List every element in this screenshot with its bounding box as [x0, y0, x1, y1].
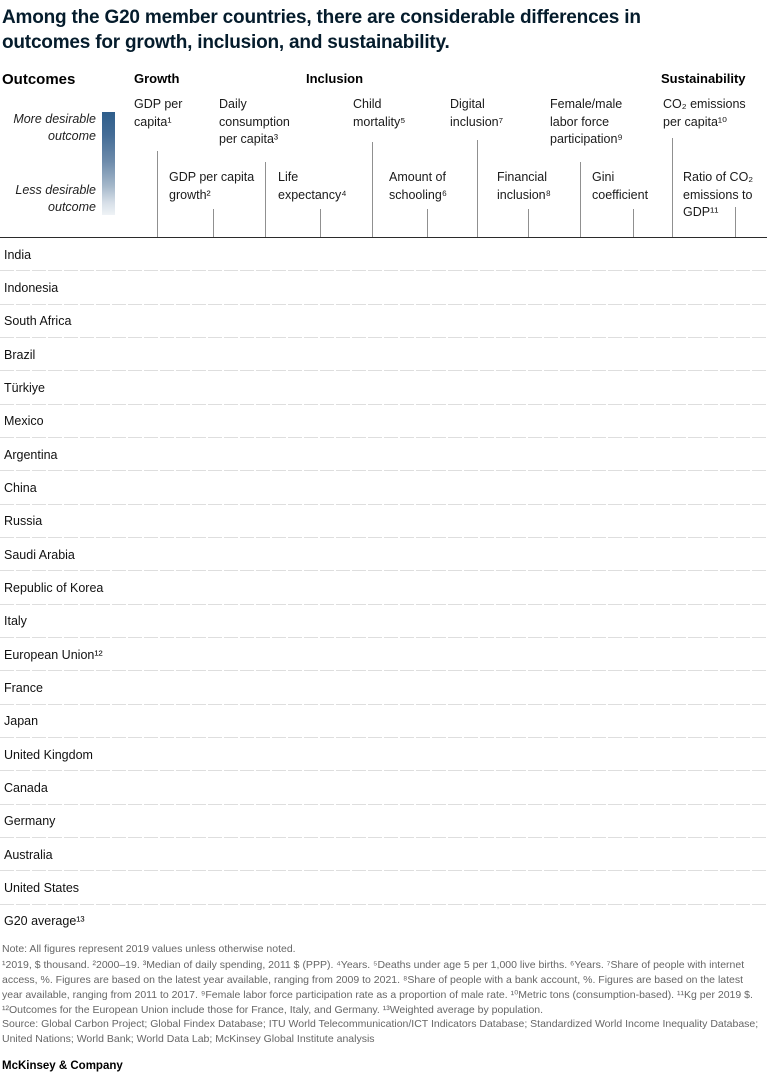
group-header-sustainability: Sustainability — [661, 71, 746, 86]
column-header: Financial inclusion⁸ — [497, 170, 551, 202]
country-label: Argentina — [4, 447, 58, 462]
column-leader-tick — [477, 140, 478, 237]
group-header-growth: Growth — [134, 71, 180, 86]
country-label: India — [4, 247, 32, 262]
column-leader-tick — [157, 151, 158, 237]
country-label: Russia — [4, 514, 43, 529]
column-leader-tick — [320, 209, 321, 237]
country-label: Canada — [4, 780, 48, 795]
table-row — [0, 771, 767, 804]
table-row — [0, 405, 767, 438]
country-label: France — [4, 680, 43, 695]
column-header: Female/male labor force participation⁹ — [550, 97, 623, 146]
column-header: CO₂ emissions per capita¹⁰ — [663, 97, 746, 129]
country-label: European Union¹² — [4, 647, 103, 662]
table-row — [0, 371, 767, 404]
country-label: Mexico — [4, 414, 44, 429]
country-label: Türkiye — [4, 380, 45, 395]
country-label: Saudi Arabia — [4, 547, 75, 562]
legend-more-desirable-label: More desirable outcome — [13, 112, 96, 143]
group-header-inclusion: Inclusion — [306, 71, 364, 86]
country-label: Indonesia — [4, 280, 59, 295]
column-leader-tick — [265, 162, 266, 237]
table-row — [0, 505, 767, 538]
column-header: GDP per capita¹ — [134, 97, 183, 129]
column-header: GDP per capita growth² — [169, 170, 255, 202]
table-row — [0, 805, 767, 838]
column-leader-tick — [372, 142, 373, 237]
country-label: Republic of Korea — [4, 580, 104, 595]
column-leader-tick — [672, 138, 673, 237]
column-header: Amount of schooling⁶ — [389, 170, 447, 202]
table-row — [0, 738, 767, 771]
column-header: Child mortality⁵ — [353, 97, 406, 129]
country-label: Japan — [4, 714, 39, 729]
table-row — [0, 671, 767, 704]
column-leader-tick — [528, 209, 529, 237]
column-leader-tick — [213, 209, 214, 237]
country-label: South Africa — [4, 314, 72, 329]
table-row — [0, 571, 767, 604]
table-row — [0, 838, 767, 871]
column-header: Life expectancy⁴ — [278, 170, 347, 202]
table-row — [0, 238, 767, 271]
country-label: Australia — [4, 847, 53, 862]
column-leader-tick — [735, 207, 736, 237]
country-label: China — [4, 480, 37, 495]
country-label: G20 average¹³ — [4, 914, 85, 929]
country-label: Germany — [4, 814, 56, 829]
source-text: Source: Global Carbon Project; Global Findex Database; ITU World Telecommunication/ICT Indicators Database; Standardized World Income Inequality Database; United Nations; World Bank; World Data Lab; McKinsey Global Institute analysis — [2, 1018, 759, 1045]
column-leader-tick — [580, 162, 581, 237]
legend-less-desirable-label: Less desirable outcome — [15, 183, 96, 214]
table-row — [0, 271, 767, 304]
table-row — [0, 338, 767, 371]
country-label: United Kingdom — [4, 747, 93, 762]
country-table — [0, 237, 767, 938]
exhibit-title: Among the G20 member countries, there are considerable differences in outcomes for growth, inclusion, and sustainability. — [2, 7, 641, 53]
mckinsey-brand: McKinsey & Company — [2, 1060, 123, 1072]
table-row — [0, 471, 767, 504]
table-row — [0, 438, 767, 471]
column-header: Ratio of CO₂ emissions to GDP¹¹ — [683, 170, 754, 219]
footnotes-text: ¹2019, $ thousand. ²2000–19. ³Median of daily spending, 2011 $ (PPP). ⁴Years. ⁵Deaths under age 5 per 1,000 live births. ⁶Years. ⁷Share of people with internet access, %. Figures are based on the latest year available, ranging from 2009 to 2021. ⁸Share of people with a bank account, %. Figures are based on the latest year available, ranging from 2011 to 2017. ⁹Female labor force participation rate as a proportion of male rate. ¹⁰Metric tons (consumption-based). ¹¹Kg per 2019 $. ¹²Outcomes for the European Union include those for France, Italy, and Germany. ¹³Weighted average by population. — [2, 959, 753, 1016]
column-leader-tick — [633, 209, 634, 237]
country-label: Brazil — [4, 347, 36, 362]
column-header: Gini coefficient — [592, 170, 649, 202]
outcomes-heading: Outcomes — [2, 71, 76, 88]
table-row — [0, 638, 767, 671]
column-header: Daily consumption per capita³ — [219, 97, 290, 146]
column-header: Digital inclusion⁷ — [450, 97, 504, 129]
table-row — [0, 705, 767, 738]
table-row — [0, 871, 767, 904]
note-text: Note: All figures represent 2019 values unless otherwise noted. — [2, 943, 296, 955]
table-row — [0, 905, 767, 938]
country-label: United States — [4, 880, 80, 895]
legend-gradient-bar — [102, 112, 115, 215]
country-label: Italy — [4, 614, 27, 629]
table-row — [0, 538, 767, 571]
table-row — [0, 605, 767, 638]
column-leader-tick — [427, 209, 428, 237]
table-row — [0, 305, 767, 338]
